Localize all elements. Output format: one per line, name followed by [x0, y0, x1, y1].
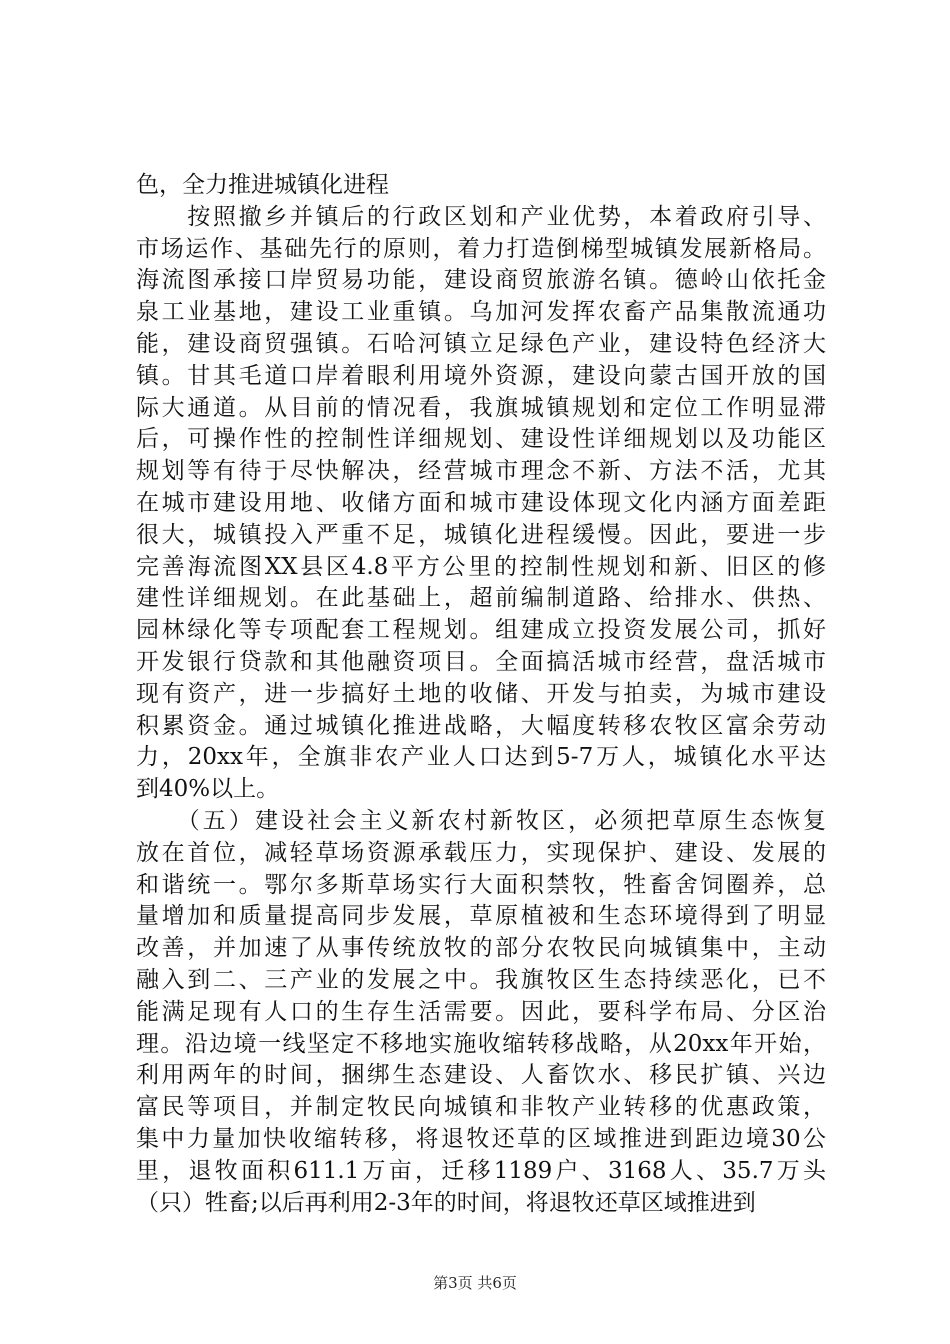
page-footer: 第3页 共6页: [433, 1274, 517, 1292]
paragraph: [136, 202, 826, 806]
text-line: 市场运作、基础先行的原则，着力打造倒梯型城镇发展新格局。: [136, 235, 826, 262]
text-line: 很大，城镇投入严重不足，城镇化进程缓慢。因此，要进一步: [136, 521, 826, 548]
text-line: 能满足现有人口的生存生活需要。因此，要科学布局、分区治: [136, 998, 826, 1025]
text-line: 际大通道。从目前的情况看，我旗城镇规划和定位工作明显滞: [136, 394, 826, 421]
text-line: 后，可操作性的控制性详细规划、建设性详细规划以及功能区: [136, 426, 826, 453]
text-line: 量增加和质量提高同步发展，草原植被和生态环境得到了明显: [136, 903, 826, 930]
text-line: 完善海流图XX县区4.8平方公里的控制性规划和新、旧区的修: [136, 553, 826, 580]
text-line: 镇。甘其毛道口岸着眼利用境外资源，建设向蒙古国开放的国: [136, 362, 826, 389]
text-line: （五）建设社会主义新农村新牧区，必须把草原生态恢复: [136, 807, 826, 834]
text-line: （只）牲畜;以后再利用2-3年的时间，将退牧还草区域推进到: [136, 1189, 756, 1216]
text-line: 能，建设商贸强镇。石哈河镇立足绿色产业，建设特色经济大: [136, 330, 826, 357]
text-line: 在城市建设用地、收储方面和城市建设体现文化内涵方面差距: [136, 489, 826, 516]
text-line: 融入到二、三产业的发展之中。我旗牧区生态持续恶化，已不: [136, 966, 826, 993]
text-line: 利用两年的时间，捆绑生态建设、人畜饮水、移民扩镇、兴边: [136, 1062, 826, 1089]
paragraph: [136, 170, 826, 202]
text-line: 园林绿化等专项配套工程规划。组建成立投资发展公司，抓好: [136, 617, 826, 644]
body-text: [136, 170, 826, 1219]
text-line: 和谐统一。鄂尔多斯草场实行大面积禁牧，牲畜舍饲圈养，总: [136, 871, 826, 898]
text-line: 色，全力推进城镇化进程: [136, 172, 389, 198]
text-line: 力，20xx年，全旗非农产业人口达到5-7万人，城镇化水平达: [136, 744, 826, 771]
text-line: 富民等项目，并制定牧民向城镇和非牧产业转移的优惠政策，: [136, 1094, 826, 1121]
text-line: 现有资产，进一步搞好土地的收储、开发与拍卖，为城市建设: [136, 680, 826, 707]
text-line: 到40%以上。: [136, 776, 280, 803]
text-line: 泉工业基地，建设工业重镇。乌加河发挥农畜产品集散流通功: [136, 299, 826, 326]
text-line: 放在首位，减轻草场资源承载压力，实现保护、建设、发展的: [136, 839, 826, 866]
text-line: 海流图承接口岸贸易功能，建设商贸旅游名镇。德岭山依托金: [136, 267, 826, 294]
text-line: 规划等有待于尽快解决，经营城市理念不新、方法不活，尤其: [136, 458, 826, 485]
text-line: 改善，并加速了从事传统放牧的部分农牧民向城镇集中，主动: [136, 935, 826, 962]
text-line: 积累资金。通过城镇化推进战略，大幅度转移农牧区富余劳动: [136, 712, 826, 739]
text-line: 理。沿边境一线坚定不移地实施收缩转移战略，从20xx年开始，: [136, 1030, 826, 1057]
paragraph: [136, 806, 826, 1219]
text-line: 开发银行贷款和其他融资项目。全面搞活城市经营，盘活城市: [136, 648, 826, 675]
text-line: 按照撤乡并镇后的行政区划和产业优势，本着政府引导、: [136, 203, 826, 230]
text-line: 建性详细规划。在此基础上，超前编制道路、给排水、供热、: [136, 585, 826, 612]
text-line: 集中力量加快收缩转移，将退牧还草的区域推进到距边境30公: [136, 1125, 826, 1152]
text-line: 里，退牧面积611.1万亩，迁移1189户、3168人、35.7万头: [136, 1157, 826, 1184]
